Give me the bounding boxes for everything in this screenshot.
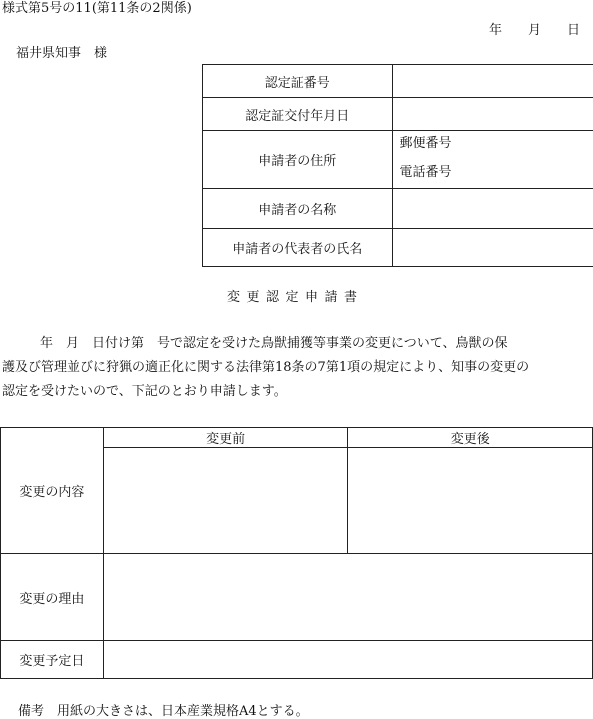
cert-date-label: 認定証交付年月日 <box>203 98 393 131</box>
address-label: 申請者の住所 <box>203 131 393 189</box>
cert-number-label: 認定証番号 <box>203 65 393 98</box>
body-line-1: 年 月 日付け第 号で認定を受けた鳥獣捕獲等事業の変更について、鳥獣の保 <box>40 336 508 351</box>
document-title: 変更認定申請書 <box>227 290 364 305</box>
reason-field[interactable] <box>103 554 592 641</box>
phone-label: 電話番号 <box>399 165 452 180</box>
date-label: 変更予定日 <box>1 641 104 679</box>
applicant-table <box>202 64 593 267</box>
date-line: 年 月 日 <box>489 23 581 38</box>
name-field[interactable] <box>392 189 593 229</box>
postal-label: 郵便番号 <box>399 136 452 151</box>
cert-date-field[interactable] <box>392 98 593 131</box>
body-line-2: 護及び管理並びに狩猟の適正化に関する法律第18条の7第1項の規定により、知事の変更の <box>2 360 530 375</box>
cert-number-field[interactable] <box>392 65 593 98</box>
before-header: 変更前 <box>103 428 348 448</box>
rep-field[interactable] <box>392 229 593 267</box>
rep-label: 申請者の代表者の氏名 <box>203 229 393 267</box>
address-field[interactable] <box>392 131 593 189</box>
recipient: 福井県知事 様 <box>16 46 108 61</box>
reason-label: 変更の理由 <box>1 554 104 641</box>
after-header: 変更後 <box>348 428 593 448</box>
name-label: 申請者の名称 <box>203 189 393 229</box>
before-content-field[interactable] <box>103 448 348 554</box>
body-line-3: 認定を受けたいので、下記のとおり申請します。 <box>2 384 287 399</box>
date-field[interactable] <box>103 641 592 679</box>
note: 備考 用紙の大きさは、日本産業規格A4とする。 <box>18 704 309 719</box>
after-content-field[interactable] <box>348 448 593 554</box>
content-label: 変更の内容 <box>1 428 104 554</box>
change-table <box>0 427 593 679</box>
form-number: 様式第5号の11(第11条の2関係) <box>2 1 192 16</box>
body-paragraph <box>2 332 593 404</box>
